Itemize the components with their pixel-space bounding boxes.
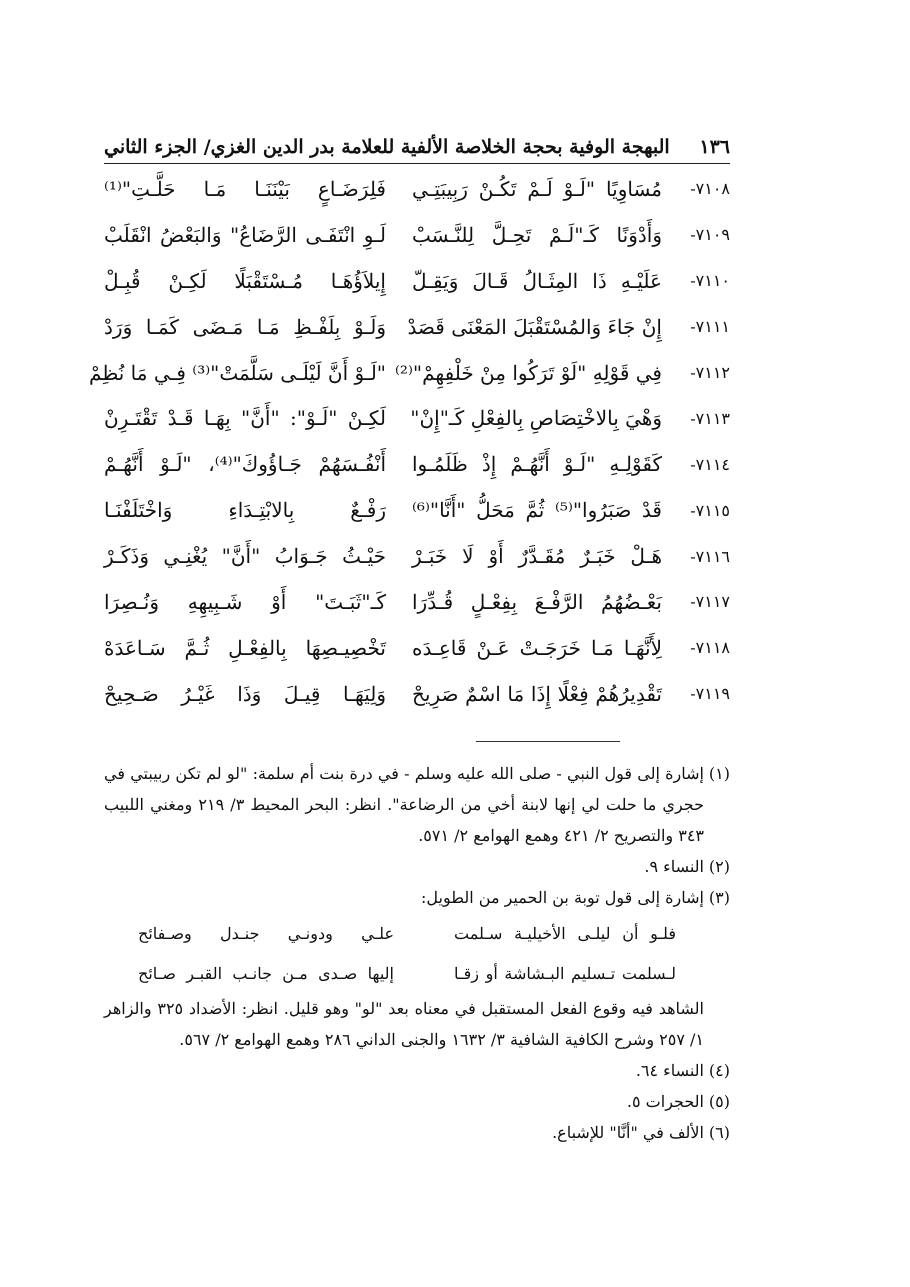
- footnote-marker: (٥): [708, 1092, 730, 1111]
- verse-line: [104, 671, 730, 717]
- verse-line: [104, 625, 730, 671]
- verse-second-hemistich: كَـ"ثَبَـتَ" أَوْ شَـبِيهِهِ وَنُـصِرَا: [104, 589, 386, 614]
- verse-second-hemistich: تَخْصِيـصِهَا بِالفِعْـلِ ثُـمَّ سَـاعَدَهْ: [104, 635, 386, 660]
- verse-number: ٧١٠٨-: [690, 179, 730, 199]
- verse-line: [104, 304, 730, 350]
- footnote-1: [104, 758, 730, 851]
- footnote-text: إشارة إلى قول النبي - صلى الله عليه وسلم - في درة بنت أم سلمة: "لو لم تكن ربيبتي في حجري ما حلت لي إنها لابنة أخي من الرضاعة". انظر: البحر المحيط ٣/ ٢١٩ ومغني اللبيب ٣٤٣ والتصريح ٢/ ٤٢١ وهمع الهوامع ٢/ ٥٧١.: [104, 764, 704, 845]
- poem-second-hemistich: إليها صـدى مـن جانـب القبـر صـائح: [138, 963, 394, 983]
- footnote-marker: (٣): [708, 888, 730, 907]
- poem-second-hemistich: علـي ودونـي جنـدل وصـفائح: [138, 923, 394, 943]
- verse-line: [104, 441, 730, 487]
- verse-line: [104, 579, 730, 625]
- verse-line: [104, 395, 730, 441]
- footnote-text: النساء ٦٤.: [635, 1061, 704, 1080]
- verse-number: ٧١١٥-: [690, 500, 730, 520]
- poem-first-hemistich: فلـو أن ليلـى الأخيليـة سـلمت: [454, 923, 676, 943]
- verse-first-hemistich: إِنْ جَاءَ وَالمُسْتَقْبَلَ المَعْنَى قَصَدْ: [407, 314, 662, 339]
- verse-first-hemistich: عَلَيْـهِ ذَا المِثَـالُ قَـالَ وَيَقِـلّ: [412, 268, 662, 293]
- verse-second-hemistich: وَلَـوْ بِلَفْـظِ مَـا مَـضَى كَمَـا وَرَدْ: [104, 314, 386, 339]
- verse-line: [104, 212, 730, 258]
- footnote-separator: [476, 741, 620, 742]
- verse-number: ٧١١٢-: [690, 363, 730, 382]
- verse-first-hemistich: وَأَدْوَنًا كَـ"لَـمْ تَحِـلَّ لِلنَّـسَبْ: [412, 222, 662, 247]
- footnote-text: النساء ٩.: [644, 857, 704, 876]
- verse-second-hemistich: لَكِـنْ "لَـوْ": "أَنَّ" بِهَـا قَـدْ تَقْتَـرِنْ: [104, 406, 386, 431]
- footnotes: [104, 758, 730, 1148]
- verse-line: [104, 533, 730, 579]
- verse-line: [104, 166, 730, 212]
- verse-first-hemistich: بَعْـضُهُمُ الرَّفْـعَ بِفِعْـلٍ قُـدِّرَا: [412, 589, 662, 614]
- verse-first-hemistich: هَـلْ خَبَـرٌ مُقَـدَّرٌ أَوْ لَا خَبَـرْ: [412, 544, 662, 569]
- verse-first-hemistich: قَدْ صَبَرُوا"⁽⁵⁾ ثُمَّ مَحَلُّ "أَنَّا"⁽⁶⁾: [412, 498, 662, 523]
- verse-first-hemistich: فِي قَوْلِهِ "لَوْ تَرَكُوا مِنْ خَلْفِهِمْ"⁽²⁾: [395, 360, 662, 385]
- footnote-3: [104, 882, 730, 913]
- page-header: [104, 130, 730, 158]
- verse-second-hemistich: أَنْفُـسَهُمْ جَـاؤُوكَ"⁽⁴⁾، "لَـوْ أَنَّهُـمْ: [104, 452, 387, 477]
- verse-line: [104, 258, 730, 304]
- verse-number: ٧١٠٩-: [690, 225, 730, 245]
- running-title: البهجة الوفية بحجة الخلاصة الألفية للعلامة بدر الدين الغزي/ الجزء الثاني: [104, 136, 670, 158]
- verse-first-hemistich: تَقْدِيرُهُمْ فِعْلًا إِذَا مَا اسْمٌ صَرِيحْ: [412, 681, 662, 706]
- footnote-6: [104, 1117, 730, 1148]
- verse-second-hemistich: إِيلاَؤُهَـا مُـسْتَقْبَلًا لَكِـنْ قُبِـلْ: [104, 268, 386, 293]
- footnote-text: الحجرات ٥.: [626, 1092, 704, 1111]
- verse-first-hemistich: مُسَاوِيًا "لَـوْ لَـمْ تَكُـنْ رَبِيبَتِـي: [412, 176, 662, 201]
- poem-line: [104, 953, 676, 993]
- footnote-text: إشارة إلى قول توبة بن الحمير من الطويل:: [421, 888, 704, 907]
- footnote-5: [104, 1086, 730, 1117]
- verse-list: [89, 166, 730, 717]
- verse-second-hemistich: فَلِرَضَـاعٍ بَيْنَنَـا مَـا حَلَّـتِ"⁽¹⁾: [104, 176, 386, 201]
- header-rule: [104, 163, 730, 164]
- footnote-poem: [104, 913, 730, 993]
- footnote-marker: (٦): [708, 1123, 730, 1142]
- verse-line: [89, 350, 730, 396]
- poem-first-hemistich: لـسلمت تـسليم البـشاشة أو زقـا: [454, 963, 676, 983]
- page-number: ١٣٦: [699, 136, 730, 158]
- poem-line: [104, 913, 676, 953]
- verse-line: [104, 487, 730, 533]
- verse-second-hemistich: وَلِيَهَـا قِيـلَ وَذَا غَيْـرُ صَـحِيحْ: [104, 681, 386, 706]
- footnote-marker: (٤): [708, 1061, 730, 1080]
- verse-number: ٧١١٣-: [690, 408, 730, 428]
- verse-number: ٧١١١-: [690, 317, 730, 337]
- verse-first-hemistich: لِأَنَّهَـا مَـا خَرَجَـتْ عَـنْ قَاعِـدَه: [412, 635, 662, 660]
- footnote-text: الألف في "أنَّا" للإشباع.: [552, 1123, 704, 1142]
- verse-second-hemistich: حَيْـثُ جَـوَابُ "أَنَّ" يُغْنِـي وَذَكَـرْ: [104, 544, 386, 569]
- footnote-2: [104, 851, 730, 882]
- footnote-text: الشاهد فيه وقوع الفعل المستقبل في معناه بعد "لو" وهو قليل. انظر: الأضداد ٣٢٥ والزاهر ١/ ٢٥٧ وشرح الكافية الشافية ٣/ ١٦٣٢ والجنى الداني ٢٨٦ وهمع الهوامع ٢/ ٥٦٧.: [104, 999, 705, 1049]
- verse-number: ٧١١٧-: [690, 592, 730, 612]
- verse-first-hemistich: وَهْيَ بِالاخْتِصَاصِ بِالفِعْلِ كَـ"إِنْ": [410, 406, 662, 431]
- verse-first-hemistich: كَقَوْلِـهِ "لَـوْ أَنَّهُـمْ إِذْ ظَلَمُـوا: [412, 452, 662, 477]
- verse-number: ٧١١٩-: [690, 684, 730, 704]
- verse-second-hemistich: رَفْـعٌ بِالابْتِـدَاءِ وَاخْتَلَفْنَـا: [104, 498, 386, 523]
- verse-number: ٧١١٨-: [690, 638, 730, 658]
- verse-number: ٧١١٦-: [690, 546, 730, 566]
- verse-number: ٧١١٤-: [690, 454, 730, 474]
- footnote-marker: (١): [708, 764, 730, 783]
- verse-second-hemistich: لَـوِ انْتَفَـى الرَّضَاعُ" وَالبَعْضُ انْقَلَبْ: [104, 222, 386, 247]
- verse-second-hemistich: "لَـوْ أَنَّ لَيْلَـى سَلَّمَتْ"⁽³⁾ فِـي مَا نُظِمْ: [89, 360, 386, 385]
- footnote-4: [104, 1055, 730, 1086]
- verse-number: ٧١١٠-: [690, 271, 730, 291]
- footnote-marker: (٢): [708, 857, 730, 876]
